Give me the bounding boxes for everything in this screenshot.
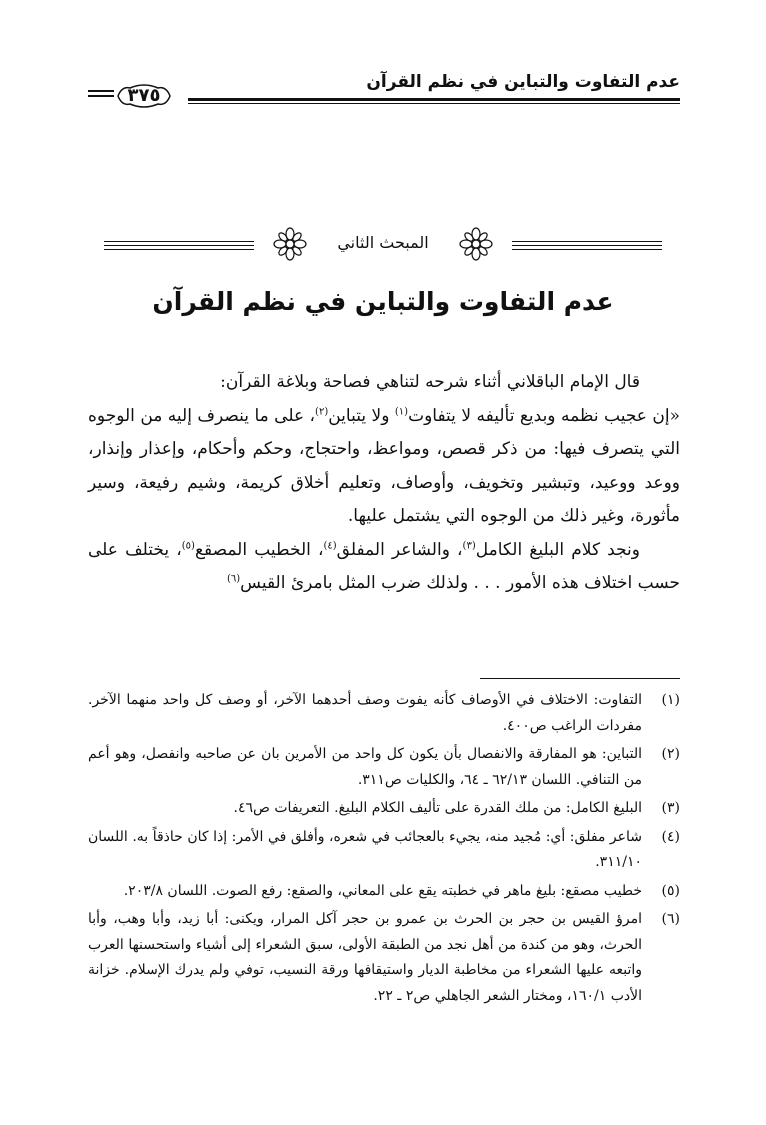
footnote-ref[interactable]: (١) (394, 405, 409, 417)
quote-paragraph (88, 400, 680, 534)
text-run: ، والشاعر المفلق (336, 539, 463, 560)
footnote-ref[interactable]: (٤) (323, 539, 337, 551)
text-run: «إن عجيب نظمه وبديع تأليفه لا يتفاوت (408, 405, 681, 426)
footnote-number: (١) (661, 692, 680, 708)
body-paragraph (88, 534, 680, 601)
footnote-number: (٣) (661, 800, 680, 816)
running-title: عدم التفاوت والتباين في نظم القرآن (366, 72, 680, 92)
footnote-text: شاعر مفلق: أي: مُجيد منه، يجيء بالعجائب في شعره، وأفلق في الأمر: إذا كان حاذقاً به. اللسان ٣١١/١٠. (88, 828, 642, 870)
section-heading-band (104, 226, 662, 266)
footnote-ref[interactable]: (٥) (181, 539, 195, 551)
chapter-title: عدم التفاوت والتباين في نظم القرآن (152, 287, 614, 316)
section-rule-left (104, 241, 254, 253)
page-number: ٣٧٥ (127, 85, 161, 106)
page-number-ornament (112, 82, 176, 110)
header-left-rule (88, 90, 114, 100)
footnote-item (88, 796, 680, 822)
text-run: ، يختلف على حسب اختلاف هذه الأمور . . . ولذلك ضرب المثل بامرئ القيس (88, 539, 680, 593)
intro-paragraph: قال الإمام الباقلاني أثناء شرحه لتناهي فصاحة وبلاغة القرآن: (220, 372, 640, 392)
footnote-item (88, 879, 680, 905)
footnote-number: (٤) (661, 828, 680, 845)
footnote-ref[interactable]: (٢) (315, 405, 329, 417)
text-run: ونجد كلام البليغ الكامل (475, 539, 641, 560)
footnotes (88, 688, 680, 1012)
footnote-separator (480, 678, 680, 679)
footnote-text: خطيب مصقع: بليغ ماهر في خطبته يقع على المعاني، والصقع: رفع الصوت. اللسان ٢٠٣/٨. (123, 882, 642, 899)
footnote-item (88, 825, 680, 876)
footnote-text: التفاوت: الاختلاف في الأوصاف كأنه يفوت وصف أحدهما الآخر، أو وصف كل واحد منهما الآخر. مفردات الراغب ص٤٠٠. (88, 692, 642, 734)
text-run: ، على ما ينصرف إليه من الوجوه التي يتصرف فيها: من ذكر قصص، ومواعظ، واحتجاج، وحكم وأحكام، وإعذار وإنذار، ووعد ووعيد، وتبشير وتخويف، وأوصاف، وتعليم أخلاق كريمة، وشيم رفيعة، وسير مأثورة، وغير ذلك من الوجوه التي يشتمل عليها. (88, 405, 680, 526)
footnote-number: (٥) (661, 882, 680, 899)
footnote-text: البليغ الكامل: من ملك القدرة على تأليف الكلام البليغ. التعريفات ص٤٦. (233, 800, 642, 816)
footnote-ref[interactable]: (٦) (226, 573, 241, 585)
footnote-item (88, 907, 680, 1009)
footnote-text: امرؤ القيس بن حجر بن الحرث بن عمرو بن حجر آكل المرار، ويكنى: أبا زيد، وأبا وهب، وأبا الحرث، وهو من كندة من أهل نجد من الطبقة الأولى، سبق الشعراء إلى أشياء واستحسنها العرب واتبعه عليها الشعراء من مخاطبة الديار واستيقافها ورقة النسيب، توفي ولم يدرك الإسلام. خزانة الأدب ١٦٠/١، ومختار الشعر الجاهلي ص٢ ـ ٢٢. (88, 911, 642, 1004)
footnote-number: (٦) (661, 911, 680, 927)
header-rule (188, 98, 680, 101)
footnote-item (88, 742, 680, 793)
text-run: ، الخطيب المصقع (194, 539, 324, 560)
running-header (88, 68, 680, 112)
flower-ornament-icon (272, 226, 308, 262)
text-run: ولا يتباين (328, 405, 395, 426)
footnote-number: (٢) (661, 746, 680, 762)
footnote-text: التباين: هو المفارقة والانفصال بأن يكون كل واحد من الأمرين بان عن صاحبه وانفصل، وهو أعم من التنافي. اللسان ٦٢/١٣ ـ ٦٤، والكليات ص٣١١. (88, 746, 642, 788)
body-text (88, 366, 680, 601)
footnote-item (88, 688, 680, 739)
section-label: المبحث الثاني (337, 233, 429, 252)
footnote-ref[interactable]: (٣) (462, 539, 476, 551)
